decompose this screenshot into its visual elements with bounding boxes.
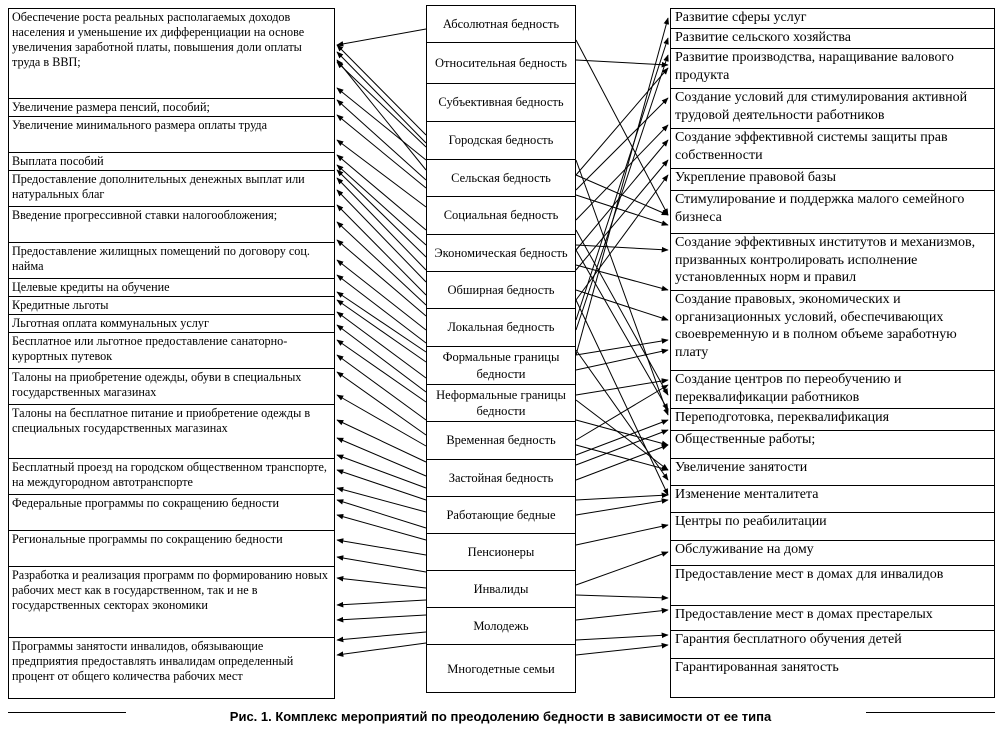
right-measure-17: Предоставление мест в домах для инвалидов xyxy=(671,566,994,606)
right-measure-2: Развитие сельского хозяйства xyxy=(671,29,994,49)
arrow-to-right-measure xyxy=(576,610,668,620)
left-measure-10: Льготная оплата коммунальных услуг xyxy=(9,315,334,333)
poverty-type-5: Сельская бедность xyxy=(427,160,575,197)
right-measure-9: Создание правовых, экономических и организационных условий, обеспечивающих своевременную и в полном объеме заработную плату xyxy=(671,291,994,371)
right-measure-1: Развитие сферы услуг xyxy=(671,9,994,29)
left-measure-6: Введение прогрессивной ставки налогообложения; xyxy=(9,207,334,243)
arrow-to-left-measure xyxy=(337,455,426,488)
right-measure-4: Создание условий для стимулирования активной трудовой деятельности работников xyxy=(671,89,994,129)
poverty-type-7: Экономическая бедность xyxy=(427,235,575,272)
arrow-to-left-measure xyxy=(337,470,426,500)
right-measure-8: Создание эффективных институтов и механизмов, призванных контролировать исполнение установленных норм и правил xyxy=(671,234,994,291)
arrow-to-left-measure xyxy=(337,29,426,45)
right-measure-5: Создание эффективной системы защиты прав собственности xyxy=(671,129,994,169)
arrow-to-left-measure xyxy=(337,140,426,207)
poverty-type-6: Социальная бедность xyxy=(427,197,575,235)
arrow-to-left-measure xyxy=(337,643,426,655)
arrow-to-left-measure xyxy=(337,615,426,620)
arrow-to-right-measure xyxy=(576,552,668,585)
arrow-to-right-measure xyxy=(576,525,668,545)
poverty-type-13: Застойная бедность xyxy=(427,460,575,497)
right-measure-15: Центры по реабилитации xyxy=(671,513,994,541)
left-measure-5: Предоставление дополнительных денежных выплат или натуральных благ xyxy=(9,171,334,207)
arrow-to-left-measure xyxy=(337,62,426,147)
arrow-to-right-measure xyxy=(576,60,668,65)
poverty-type-15: Пенсионеры xyxy=(427,534,575,571)
arrow-to-left-measure xyxy=(337,438,426,476)
arrow-to-left-measure xyxy=(337,420,426,462)
right-measure-13: Увеличение занятости xyxy=(671,459,994,486)
poverty-type-9: Локальная бедность xyxy=(427,309,575,347)
figure-caption: Рис. 1. Комплекс мероприятий по преодолению бедности в зависимости от ее типа xyxy=(229,709,772,724)
measures-left-column xyxy=(8,8,335,699)
arrow-to-left-measure xyxy=(337,178,426,270)
arrow-to-left-measure xyxy=(337,578,426,588)
left-measure-3: Увеличение минимального размера оплаты труда xyxy=(9,117,334,153)
right-measure-6: Укрепление правовой базы xyxy=(671,169,994,191)
arrow-to-left-measure xyxy=(337,632,426,640)
arrow-to-left-measure xyxy=(337,600,426,605)
right-measure-12: Общественные работы; xyxy=(671,431,994,459)
poverty-type-14: Работающие бедные xyxy=(427,497,575,534)
poverty-type-11: Неформальные границы бедности xyxy=(427,385,575,422)
arrow-to-left-measure xyxy=(337,170,426,257)
arrow-to-right-measure xyxy=(576,635,668,640)
poverty-type-4: Городская бедность xyxy=(427,122,575,160)
arrow-to-left-measure xyxy=(337,88,426,160)
poverty-type-8: Обширная бедность xyxy=(427,272,575,309)
arrow-to-left-measure xyxy=(337,45,426,135)
left-measure-12: Талоны на приобретение одежды, обуви в специальных государственных магазинах xyxy=(9,369,334,405)
arrow-to-left-measure xyxy=(337,222,426,305)
left-measure-4: Выплата пособий xyxy=(9,153,334,171)
right-measure-18: Предоставление мест в домах престарелых xyxy=(671,606,994,631)
arrow-to-left-measure xyxy=(337,190,426,282)
arrow-to-left-measure xyxy=(337,500,426,528)
arrow-to-right-measure xyxy=(576,68,668,175)
right-measure-10: Создание центров по переобучению и переквалификации работников xyxy=(671,371,994,409)
left-measure-15: Федеральные программы по сокращению бедности xyxy=(9,495,334,531)
right-measure-7: Стимулирование и поддержка малого семейного бизнеса xyxy=(671,191,994,234)
left-measure-7: Предоставление жилищных помещений по договору соц. найма xyxy=(9,243,334,279)
arrow-to-right-measure xyxy=(576,595,668,598)
poverty-type-16: Инвалиды xyxy=(427,571,575,608)
left-measure-14: Бесплатный проезд на городском общественном транспорте, на междугородном автотранспорте xyxy=(9,459,334,495)
right-measure-14: Изменение менталитета xyxy=(671,486,994,513)
left-measure-17: Разработка и реализация программ по формированию новых рабочих мест как в государственном, так и не в государственных секторах экономики xyxy=(9,567,334,638)
arrow-to-right-measure xyxy=(576,495,668,500)
arrow-to-left-measure xyxy=(337,355,426,420)
arrow-to-right-measure xyxy=(576,40,668,215)
poverty-type-12: Временная бедность xyxy=(427,422,575,460)
arrow-to-left-measure xyxy=(337,488,426,512)
arrow-to-right-measure xyxy=(576,500,668,515)
left-measure-13: Талоны на бесплатное питание и приобретение одежды в специальных государственных магазинах xyxy=(9,405,334,459)
right-measure-11: Переподготовка, переквалификация xyxy=(671,409,994,431)
left-measure-18: Программы занятости инвалидов, обязывающие предприятия предоставлять инвалидам определенный процент от общего количества рабочих мест xyxy=(12,639,294,683)
arrow-to-left-measure xyxy=(337,557,426,572)
arrow-to-left-measure xyxy=(337,540,426,555)
arrow-to-right-measure xyxy=(576,18,668,355)
arrow-to-left-measure xyxy=(337,240,426,316)
arrow-to-left-measure xyxy=(337,52,426,143)
arrow-to-left-measure xyxy=(337,60,426,170)
arrow-to-right-measure xyxy=(576,175,668,215)
left-measure-1: Обеспечение роста реальных располагаемых доходов населения и уменьшение их дифференциации на основе увеличения заработной платы, повышения доли оплаты труда в ВВП; xyxy=(9,9,334,99)
poverty-type-3: Субъективная бедность xyxy=(427,84,575,122)
arrow-to-right-measure xyxy=(576,420,668,445)
right-measure-3: Развитие производства, наращивание валового продукта xyxy=(671,49,994,89)
arrow-to-left-measure xyxy=(337,260,426,330)
poverty-types-column xyxy=(426,5,576,693)
left-measure-2: Увеличение размера пенсий, пособий; xyxy=(9,99,334,117)
poverty-type-10: Формальные границы бедности xyxy=(427,347,575,385)
left-measure-16: Региональные программы по сокращению бедности xyxy=(9,531,334,567)
arrow-to-left-measure xyxy=(337,100,426,180)
poverty-type-2: Относительная бедность xyxy=(427,43,575,84)
arrow-to-right-measure xyxy=(576,645,668,655)
poverty-type-17: Молодежь xyxy=(427,608,575,645)
left-measure-9: Кредитные льготы xyxy=(9,297,334,315)
poverty-type-18: Многодетные семьи xyxy=(447,662,555,677)
arrow-to-left-measure xyxy=(337,515,426,540)
left-measure-11: Бесплатное или льготное предоставление санаторно-курортных путевок xyxy=(9,333,334,369)
measures-right-column xyxy=(670,8,995,698)
right-measure-20: Гарантированная занятость xyxy=(675,660,839,675)
right-measure-16: Обслуживание на дому xyxy=(671,541,994,566)
arrow-to-right-measure xyxy=(576,245,668,250)
poverty-type-1: Абсолютная бедность xyxy=(427,6,575,43)
right-measure-19: Гарантия бесплатного обучения детей xyxy=(671,631,994,659)
arrow-to-right-measure xyxy=(576,125,668,220)
arrow-to-left-measure xyxy=(337,395,426,446)
arrow-to-left-measure xyxy=(337,340,426,402)
left-measure-8: Целевые кредиты на обучение xyxy=(9,279,334,297)
